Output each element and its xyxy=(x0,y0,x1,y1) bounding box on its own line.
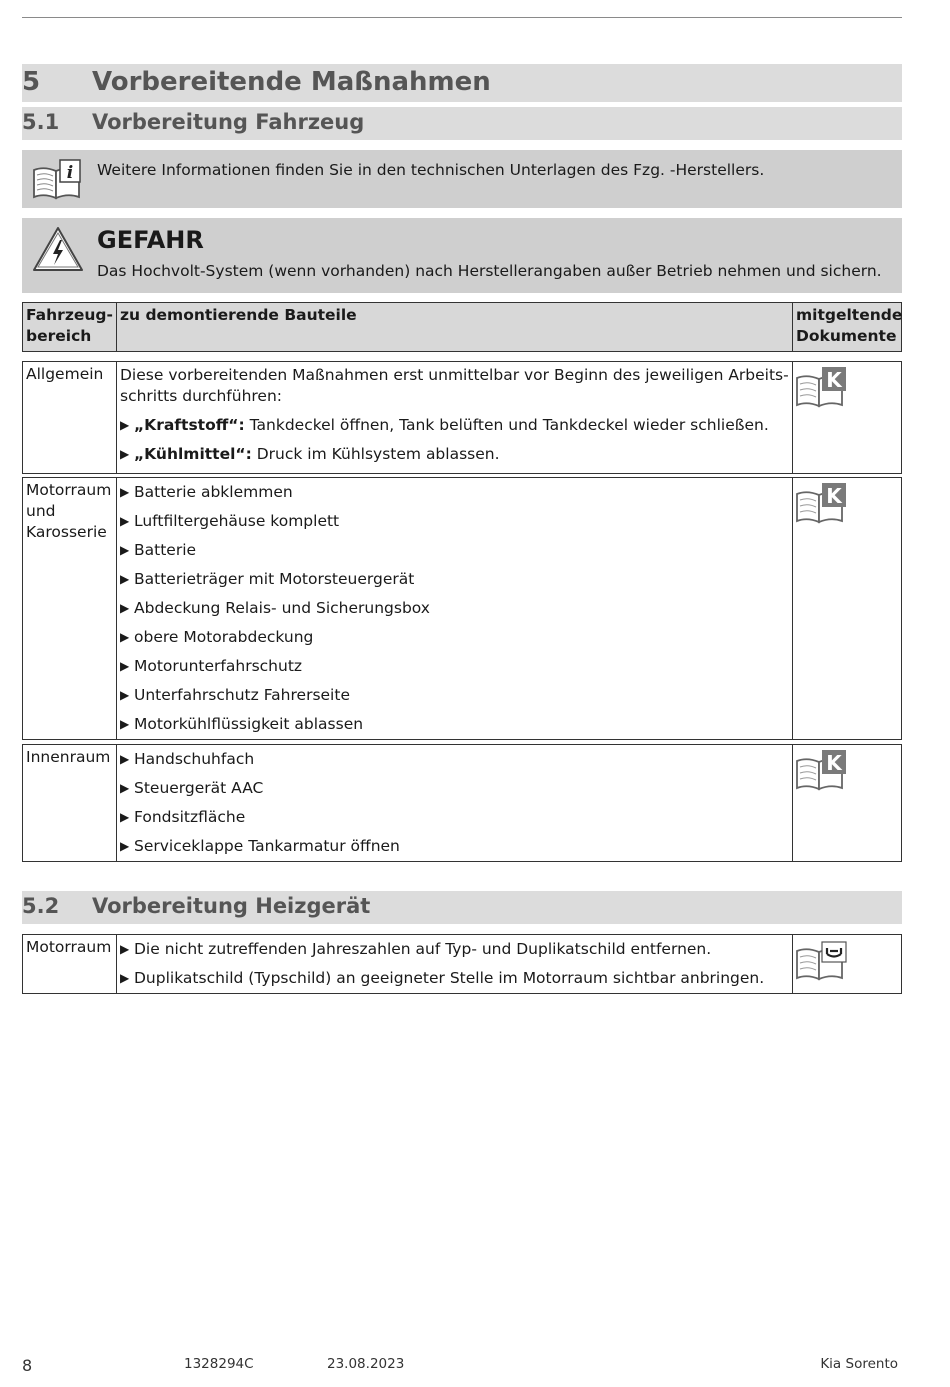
vehicle-manual-K-icon xyxy=(796,482,848,524)
vehicle-name: Kia Sorento xyxy=(820,1356,898,1372)
table-header xyxy=(22,302,902,352)
vehicle-manual-K-icon xyxy=(796,749,848,791)
page-number: 8 xyxy=(22,1356,33,1375)
doc-date: 23.08.2023 xyxy=(327,1356,405,1372)
vehicle-manual-K-icon xyxy=(796,366,848,408)
list-item xyxy=(120,966,789,991)
svg-text:i: i xyxy=(66,163,74,183)
list-item xyxy=(120,776,789,805)
row-area: Innenraum xyxy=(23,745,117,862)
list-item xyxy=(120,509,789,538)
item-text: Tankdeckel öffnen, Tank belüften und Tankdeckel wieder schließen. xyxy=(244,416,769,434)
item-text: Batterie xyxy=(134,541,197,559)
svg-text:K: K xyxy=(826,484,842,508)
item-text: Druck im Kühlsystem ablassen. xyxy=(251,445,500,463)
item-text: Handschuhfach xyxy=(134,750,255,768)
bullet-arrow-icon: ▶ xyxy=(120,839,130,853)
subsection-heading-1 xyxy=(22,107,902,140)
item-text: Fondsitzfläche xyxy=(134,808,246,826)
row-parts xyxy=(117,745,793,862)
list-item xyxy=(120,747,789,776)
row-docs xyxy=(793,362,902,474)
info-book-icon xyxy=(32,158,82,200)
bullet-arrow-icon: ▶ xyxy=(120,810,130,824)
header-parts: zu demontierende Bauteile xyxy=(117,303,793,352)
row-parts xyxy=(117,935,793,994)
subsection-heading-2 xyxy=(22,891,902,924)
subsection-number: 5.2 xyxy=(22,894,60,918)
table-row xyxy=(22,361,902,474)
high-voltage-warning-icon xyxy=(32,226,84,272)
bullet-arrow-icon: ▶ xyxy=(120,781,130,795)
section-heading xyxy=(22,64,902,102)
table-row xyxy=(22,744,902,862)
list-item xyxy=(120,413,789,442)
header-docs: mitgeltende Dokumente xyxy=(793,303,902,352)
list-item xyxy=(120,442,789,471)
item-text: Serviceklappe Tankarmatur öffnen xyxy=(134,837,400,855)
item-text: Motorkühlflüssigkeit ablassen xyxy=(134,715,364,733)
doc-number: 1328294C xyxy=(184,1356,254,1372)
item-text: Abdeckung Relais- und Sicherungsbox xyxy=(134,599,430,617)
bullet-arrow-icon: ▶ xyxy=(120,942,130,956)
bullet-arrow-icon: ▶ xyxy=(120,485,130,499)
subsection-title: Vorbereitung Fahrzeug xyxy=(92,110,365,134)
bullet-arrow-icon: ▶ xyxy=(120,971,130,985)
row-parts xyxy=(117,362,793,474)
list-item xyxy=(120,625,789,654)
item-text: Duplikatschild (Typschild) an geeigneter Stelle im Motorraum sichtbar anbringen. xyxy=(134,969,765,987)
item-text: Luftfiltergehäuse komplett xyxy=(134,512,340,530)
bullet-arrow-icon: ▶ xyxy=(120,543,130,557)
header-area: Fahrzeug-bereich xyxy=(23,303,117,352)
row-parts xyxy=(117,478,793,740)
bullet-arrow-icon: ▶ xyxy=(120,688,130,702)
list-item xyxy=(120,683,789,712)
bullet-arrow-icon: ▶ xyxy=(120,447,130,461)
list-item xyxy=(120,937,789,966)
list-item xyxy=(120,567,789,596)
row-area: Motorraum und Karosserie xyxy=(23,478,117,740)
bullet-arrow-icon: ▶ xyxy=(120,630,130,644)
bullet-arrow-icon: ▶ xyxy=(120,601,130,615)
row-intro: Diese vorbereitenden Maßnahmen erst unmittelbar vor Beginn des jeweiligen Arbeits-schritts durchführen: xyxy=(120,366,789,405)
item-text: Batterieträger mit Motorsteuergerät xyxy=(134,570,415,588)
danger-title: GEFAHR xyxy=(97,226,204,254)
list-item xyxy=(120,596,789,625)
list-item xyxy=(120,538,789,567)
installation-manual-icon xyxy=(796,939,848,981)
section-number: 5 xyxy=(22,67,41,97)
bullet-arrow-icon: ▶ xyxy=(120,717,130,731)
row-area: Allgemein xyxy=(23,362,117,474)
list-item xyxy=(120,805,789,834)
item-text: obere Motorabdeckung xyxy=(134,628,314,646)
table-row xyxy=(22,477,902,740)
info-notice-text: Weitere Informationen finden Sie in den technischen Unterlagen des Fzg. -Herstellers. xyxy=(97,161,765,179)
svg-text:K: K xyxy=(826,368,842,392)
item-text: Batterie abklemmen xyxy=(134,483,293,501)
item-text: Steuergerät AAC xyxy=(134,779,264,797)
list-item xyxy=(120,480,789,509)
subsection-number: 5.1 xyxy=(22,110,60,134)
list-item xyxy=(120,654,789,683)
row-docs xyxy=(793,935,902,994)
table-row xyxy=(22,934,902,994)
item-text: Die nicht zutreffenden Jahreszahlen auf Typ- und Duplikatschild entfernen. xyxy=(134,940,712,958)
bullet-arrow-icon: ▶ xyxy=(120,418,130,432)
item-text: Unterfahrschutz Fahrerseite xyxy=(134,686,350,704)
info-notice xyxy=(22,150,902,208)
row-docs xyxy=(793,745,902,862)
danger-text: Das Hochvolt-System (wenn vorhanden) nach Herstellerangaben außer Betrieb nehmen und sichern. xyxy=(97,262,882,280)
list-item xyxy=(120,834,789,859)
bullet-arrow-icon: ▶ xyxy=(120,659,130,673)
bullet-arrow-icon: ▶ xyxy=(120,572,130,586)
top-rule xyxy=(22,17,902,18)
row-area: Motorraum xyxy=(23,935,117,994)
row-docs xyxy=(793,478,902,740)
subsection-title: Vorbereitung Heizgerät xyxy=(92,894,371,918)
item-keyword: „Kraftstoff“: xyxy=(134,416,245,434)
bullet-arrow-icon: ▶ xyxy=(120,752,130,766)
item-text: Motorunterfahrschutz xyxy=(134,657,303,675)
svg-text:K: K xyxy=(826,751,842,775)
section-title: Vorbereitende Maßnahmen xyxy=(92,67,491,97)
item-keyword: „Kühlmittel“: xyxy=(134,445,252,463)
danger-notice xyxy=(22,218,902,293)
bullet-arrow-icon: ▶ xyxy=(120,514,130,528)
list-item xyxy=(120,712,789,737)
